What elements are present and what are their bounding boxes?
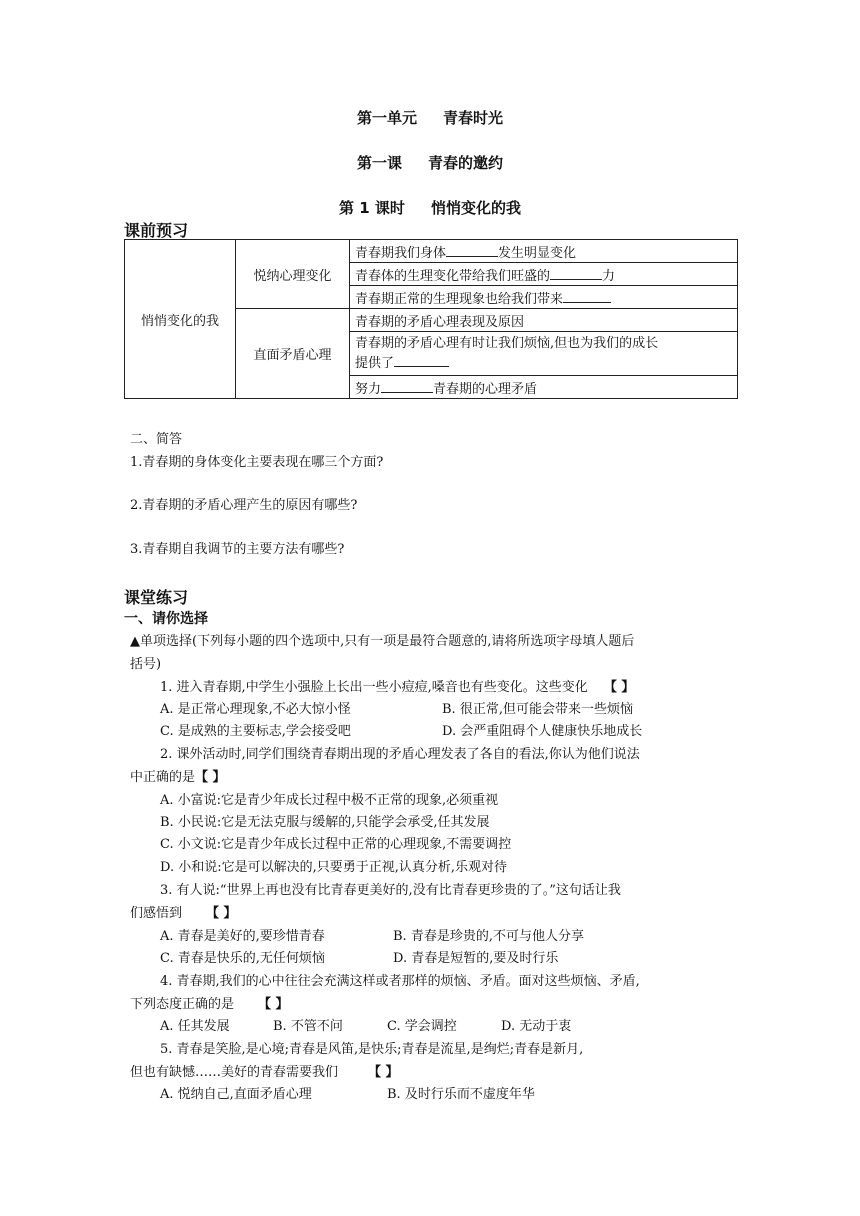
period-title: 悄悄变化的我 bbox=[430, 199, 521, 217]
table-row: 青春体的生理变化带给我们旺盛的 力 bbox=[350, 263, 738, 286]
answer-bracket[interactable]: 【 】 bbox=[195, 770, 226, 785]
option-a[interactable]: A. 任其发展 bbox=[160, 1019, 230, 1034]
option-d[interactable]: D. 会严重阻碍个人健康快乐地成长 bbox=[442, 724, 643, 739]
instruction-line: 括号) bbox=[130, 657, 162, 672]
fill-blank[interactable] bbox=[563, 290, 611, 303]
short-answer-title: 二、简答 bbox=[130, 432, 183, 447]
option-b[interactable]: B. 不管不问 bbox=[273, 1019, 343, 1034]
root-cell bbox=[125, 240, 236, 399]
lesson-label: 第一课 bbox=[356, 154, 402, 172]
option-d[interactable]: D. 青春是短暂的,要及时行乐 bbox=[393, 951, 559, 966]
question-stem: 3. 有人说:“世界上再也没有比青春更美好的,没有比青春更珍贵的了。”这句话让我 bbox=[160, 883, 621, 898]
table-row: 青春期的矛盾心理有时让我们烦恼,但也为我们的成长 提供了 bbox=[350, 332, 738, 376]
practice-subtitle: 一、请你选择 bbox=[124, 611, 208, 627]
table-row: 青春期正常的生理现象也给我们带来 bbox=[350, 286, 738, 309]
unit-title: 青春时光 bbox=[443, 109, 504, 127]
unit-heading bbox=[0, 107, 860, 128]
table-row: 青春期我们身体 发生明显变化 bbox=[350, 240, 738, 263]
question-stem: 中正确的是【 】 bbox=[130, 770, 226, 785]
period-label: 第 1 课时 bbox=[339, 199, 405, 217]
option-a[interactable]: A. 是正常心理现象,不必大惊小怪 bbox=[160, 702, 351, 717]
answer-bracket[interactable]: 【 】 bbox=[258, 997, 289, 1012]
lesson-heading bbox=[0, 152, 860, 173]
option-c[interactable]: C. 学会调控 bbox=[387, 1019, 457, 1034]
question-stem: 4. 青春期,我们的心中往往会充满这样或者那样的烦恼、矛盾。面对这些烦恼、矛盾, bbox=[160, 974, 640, 989]
answer-bracket[interactable]: 【 】 bbox=[206, 906, 237, 921]
period-heading bbox=[0, 197, 860, 218]
short-answer-question: 3.青春期自我调节的主要方法有哪些? bbox=[130, 542, 345, 557]
option-b[interactable]: B. 很正常,但可能会带来一些烦恼 bbox=[442, 702, 633, 717]
group-label: 悦纳心理变化 bbox=[253, 268, 332, 284]
question-stem: 2. 课外活动时,同学们围绕青春期出现的矛盾心理发表了各自的看法,你认为他们说法 bbox=[160, 747, 640, 762]
fill-blank[interactable] bbox=[446, 244, 498, 257]
preview-table bbox=[124, 239, 738, 399]
table-row: 努力 青春期的心理矛盾 bbox=[350, 376, 738, 399]
practice-section-title: 课堂练习 bbox=[124, 588, 189, 607]
option-c[interactable]: C. 小文说:它是青少年成长过程中正常的心理现象,不需要调控 bbox=[160, 837, 512, 852]
option-c[interactable]: C. 青春是快乐的,无任何烦恼 bbox=[160, 951, 325, 966]
short-answer-question: 1.青春期的身体变化主要表现在哪三个方面? bbox=[130, 455, 384, 470]
fill-blank[interactable] bbox=[550, 267, 602, 280]
lesson-title: 青春的邀约 bbox=[428, 154, 504, 172]
answer-bracket[interactable]: 【 】 bbox=[368, 1065, 399, 1080]
question-stem: 5. 青春是笑脸,是心境;青春是风笛,是快乐;青春是流星,是绚烂;青春是新月, bbox=[160, 1042, 584, 1057]
question-stem: 1. 进入青春期,中学生小强脸上长出一些小痘痘,嗓音也有些变化。这些变化 【 】 bbox=[160, 680, 635, 695]
instruction-line: ▲单项选择(下列每小题的四个选项中,只有一项是最符合题意的,请将所选项字母填人题后 bbox=[130, 634, 635, 649]
option-d[interactable]: D. 无动于衷 bbox=[501, 1019, 572, 1034]
question-stem: 们感悟到 【 】 bbox=[130, 906, 237, 921]
short-answer-question: 2.青春期的矛盾心理产生的原因有哪些? bbox=[130, 498, 358, 513]
group-cell bbox=[236, 309, 350, 399]
option-a[interactable]: A. 青春是美好的,要珍惜青春 bbox=[160, 929, 325, 944]
preview-section-title: 课前预习 bbox=[124, 221, 189, 240]
option-c[interactable]: C. 是成熟的主要标志,学会接受吧 bbox=[160, 724, 351, 739]
group-cell bbox=[236, 240, 350, 309]
unit-label: 第一单元 bbox=[356, 109, 417, 127]
option-b[interactable]: B. 青春是珍贵的,不可与他人分享 bbox=[393, 929, 584, 944]
root-label: 悄悄变化的我 bbox=[140, 313, 219, 329]
fill-blank[interactable] bbox=[381, 380, 433, 393]
question-stem: 下列态度正确的是 【 】 bbox=[130, 997, 289, 1012]
option-b[interactable]: B. 小民说:它是无法克服与缓解的,只能学会承受,任其发展 bbox=[160, 815, 490, 830]
option-a[interactable]: A. 悦纳自己,直面矛盾心理 bbox=[160, 1087, 312, 1102]
option-b[interactable]: B. 及时行乐而不虚度年华 bbox=[387, 1087, 535, 1102]
group-label: 直面矛盾心理 bbox=[253, 348, 332, 363]
option-a[interactable]: A. 小富说:它是青少年成长过程中极不正常的现象,必须重视 bbox=[160, 793, 499, 808]
answer-bracket[interactable]: 【 】 bbox=[603, 680, 635, 695]
table-row: 青春期的矛盾心理表现及原因 bbox=[350, 309, 738, 332]
fill-blank[interactable] bbox=[394, 354, 449, 367]
option-d[interactable]: D. 小和说:它是可以解决的,只要勇于正视,认真分析,乐观对待 bbox=[160, 860, 508, 875]
question-stem: 但也有缺憾……美好的青春需要我们 【 】 bbox=[130, 1065, 399, 1080]
